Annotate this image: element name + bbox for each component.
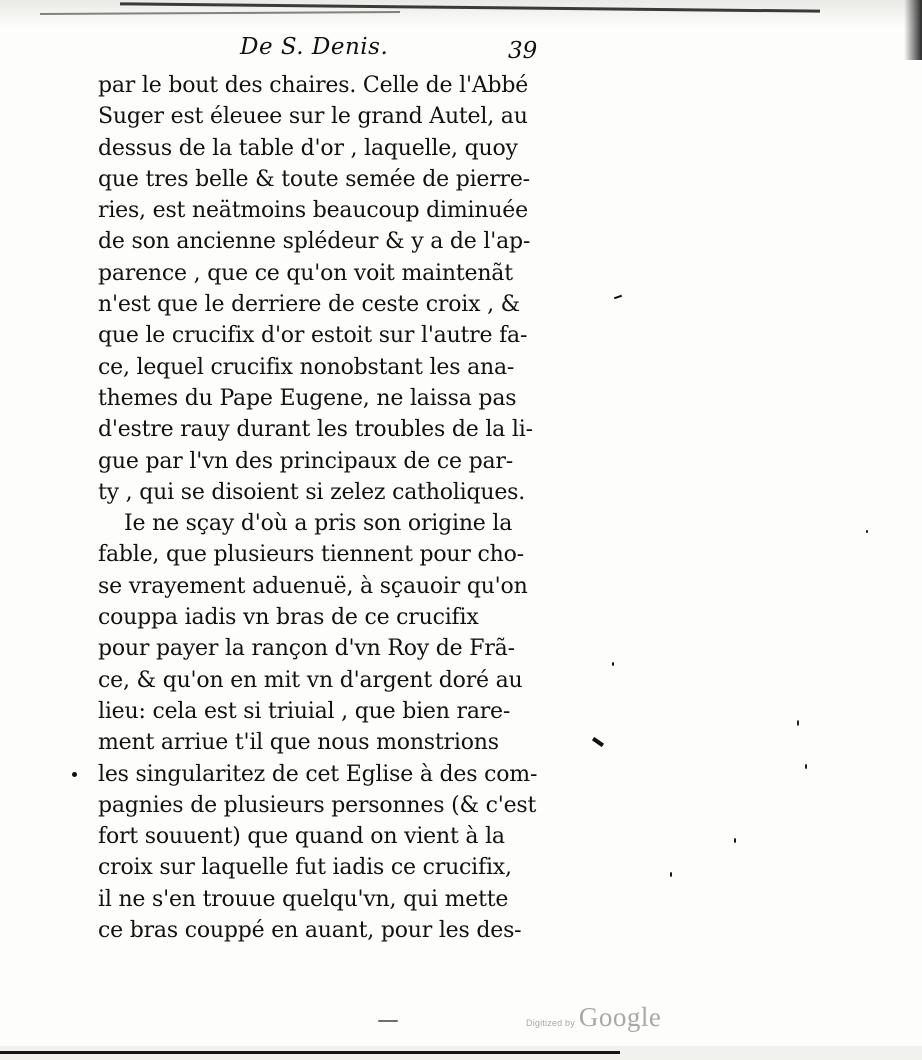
text-line: d'estre rauy durant les troubles de la li- [98,417,533,443]
google-logo: Google [578,1002,662,1032]
scan-speck [72,772,77,777]
page-corner-shadow [904,0,922,60]
text-line: fable, que plusieurs tiennent pour cho- [98,542,524,568]
scan-speck [734,838,736,843]
text-line: que le crucifix d'or estoit sur l'autre fa- [98,323,528,349]
watermark-prefix: Digitized by [526,1018,575,1028]
text-line: couppa iadis vn bras de ce crucifix [98,605,479,631]
scan-speck [378,1020,398,1022]
scan-speck [797,720,799,726]
scan-speck [592,737,604,747]
scan-speck [670,872,672,877]
scan-edge-line [0,1051,620,1054]
text-line: il ne s'en trouue quelqu'vn, qui mette [98,886,509,912]
text-line: de son ancienne splédeur & y a de l'ap- [98,229,531,255]
scan-speck [805,764,807,769]
text-line: Suger est éleuee sur le grand Autel, au [98,104,528,130]
scan-speck [614,295,622,300]
text-line: pagnies de plusieurs personnes (& c'est [98,792,537,818]
text-line: n'est que le derriere de ceste croix , & [98,292,521,318]
text-line: dessus de la table d'or , laquelle, quoy [98,135,518,161]
text-line-paragraph-start: Ie ne sçay d'où a pris son origine la [124,511,513,537]
digitization-watermark [526,1002,661,1033]
scan-speck [866,530,868,533]
text-line: ries, est neätmoins beaucoup diminuée [98,198,528,224]
text-line: croix sur laquelle fut iadis ce crucifix, [98,855,512,881]
text-line: ce, lequel crucifix nonobstant les ana- [98,354,515,380]
text-line: gue par l'vn des principaux de ce par- [98,448,513,474]
text-line: les singularitez de cet Eglise à des com- [98,761,538,787]
text-line: themes du Pape Eugene, ne laissa pas [98,385,517,411]
text-line: que tres belle & toute semée de pierre- [98,166,530,192]
text-line: pour payer la rançon d'vn Roy de Frã- [98,636,515,662]
text-line: lieu: cela est si triuial , que bien rare- [98,698,511,724]
body-text [98,70,568,946]
text-line: par le bout des chaires. Celle de l'Abbé [98,73,529,98]
scan-speck [612,662,614,666]
text-line: ce, & qu'on en mit vn d'argent doré au [98,667,523,693]
page-number: 39 [508,38,538,64]
text-line: fort souuent) que quand on vient à la [98,824,505,850]
text-line: ty , qui se disoient si zelez catholiques. [98,479,526,505]
text-line: ment arriue t'il que nous monstrions [98,730,499,756]
text-line: se vrayement aduenuë, à sçauoir qu'on [98,573,528,599]
text-line: ce bras couppé en auant, pour les des- [98,918,522,944]
running-head: De S. Denis. [240,34,389,60]
text-line: parence , que ce qu'on voit maintenãt [98,260,513,286]
